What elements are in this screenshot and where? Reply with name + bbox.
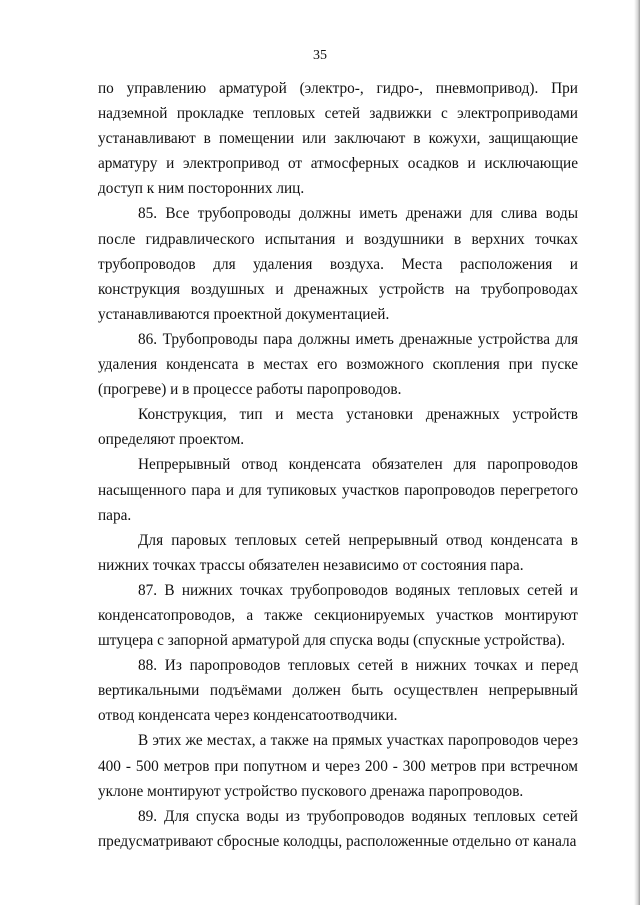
paragraph-87: 87. В нижних точках трубопроводов водяных тепловых сетей и конденсатопроводов, а также секционируемых участков монтируют штуцера с запорной арматурой для спуска воды (спускные устройства). bbox=[98, 581, 578, 650]
paragraph-valve-control: по управлению арматурой (электро-, гидро-, пневмопривод). При надземной прокладке тепловых сетей задвижки с электроприводами устанавливают в помещении или заключают в кожухи, защищающие арматуру и электропривод от атмосферных осадков и исключающие доступ к ним посторонних лиц. bbox=[98, 80, 578, 198]
body-text bbox=[98, 76, 578, 854]
paragraph-88: 88. Из паропроводов тепловых сетей в нижних точках и перед вертикальными подъёмами должен быть осуществлен непрерывный отвод конденсата через конденсатоотводчики. bbox=[98, 657, 578, 725]
page-edge-shadow bbox=[634, 0, 640, 905]
paragraph-startup-drain: В этих же местах, а также на прямых участках паропроводов через 400 - 500 метров при попутном и через 200 - 300 метров при встречном уклоне монтируют устройство пускового дренажа паропроводов. bbox=[98, 732, 578, 800]
paragraph-86: 86. Трубопроводы пара должны иметь дренажные устройства для удаления конденсата в местах его возможного скопления при пуске (прогреве) и в процессе работы паропроводов. bbox=[98, 330, 578, 399]
paragraph-continuous-drain: Непрерывный отвод конденсата обязателен для паропроводов насыщенного пара и для тупиковых участков паропроводов перегретого пара. bbox=[98, 456, 578, 524]
page-number: 35 bbox=[313, 48, 327, 63]
paragraph-drainage-design: Конструкция, тип и места установки дренажных устройств определяют проектом. bbox=[98, 406, 578, 449]
paragraph-steam-networks: Для паровых тепловых сетей непрерывный отвод конденсата в нижних точках трассы обязателен независимо от состояния пара. bbox=[98, 531, 578, 574]
paragraph-89: 89. Для спуска воды из трубопроводов водяных тепловых сетей предусматривают сбросные колодцы, расположенные отдельно от канала bbox=[98, 807, 578, 850]
paragraph-85: 85. Все трубопроводы должны иметь дренажи для слива воды после гидравлического испытания и воздушники в верхних точках трубопроводов для удаления воздуха. Места расположения и конструкция воздушных и дренажных устройств на трубопроводах устанавливаются проектной документацией. bbox=[98, 205, 578, 323]
